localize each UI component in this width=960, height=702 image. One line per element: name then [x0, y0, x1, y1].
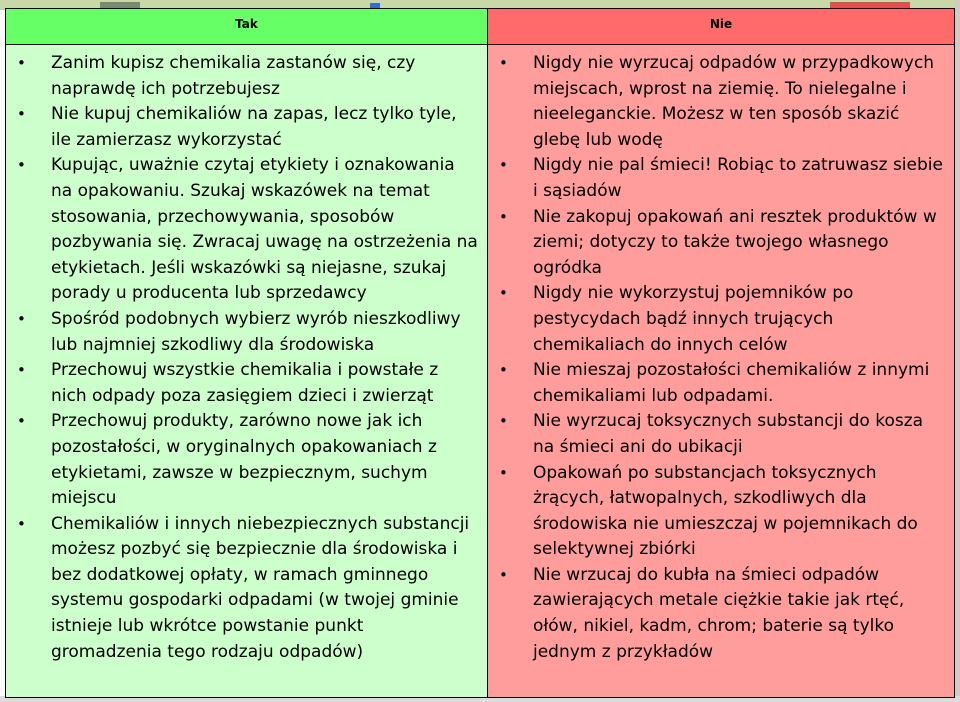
bullet-icon: •: [499, 207, 508, 226]
yes-item-text: Zanim kupisz chemikalia zastanów się, czy naprawdę ich potrzebujesz: [51, 53, 416, 99]
no-item-text: Nie wyrzucaj toksycznych substancji do kosza na śmieci ani do ubikacji: [533, 411, 924, 457]
no-item-text: Nie wrzucaj do kubła na śmieci odpadów zawierających metale ciężkie takie jak rtęć, ołów, nikiel, kadm, chrom; baterie są tylko jednym z przykładów: [533, 564, 905, 662]
no-item: [496, 409, 946, 460]
bullet-icon: •: [17, 361, 26, 380]
bullet-icon: •: [499, 54, 508, 72]
no-item: [496, 51, 946, 153]
no-item-text: Nigdy nie wykorzystuj pojemników po pestycydach bądź innych trujących chemikaliach do innych celów: [533, 283, 854, 355]
bullet-icon: •: [499, 361, 508, 380]
yes-item: [14, 153, 479, 307]
no-item: [496, 205, 946, 282]
no-item: [496, 563, 946, 665]
no-item: [496, 358, 946, 409]
yes-column: [6, 45, 488, 698]
no-item-text: Nie mieszaj pozostałości chemikaliów z innymi chemikaliami lub odpadami.: [533, 360, 930, 406]
do-dont-table: [5, 8, 955, 698]
yes-list: [14, 51, 479, 665]
yes-item: [14, 409, 479, 511]
no-item: [496, 281, 946, 358]
header-no: Nie: [488, 9, 955, 45]
no-item-text: Nigdy nie wyrzucaj odpadów w przypadkowych miejscach, wprost na ziemię. To nielegalne i nieeleganckie. Możesz w ten sposób skazić glebę lub wodę: [533, 53, 935, 150]
yes-item-text: Chemikaliów i innych niebezpiecznych substancji możesz pozbyć się bezpiecznie dla środowiska i bez dodatkowej opłaty, w ramach gminnego systemu gospodarki odpadami (w twojej gminie istnieje lub wkrótce powstanie punkt gromadzenia tego rodzaju odpadów): [51, 513, 470, 662]
no-list: [496, 51, 946, 665]
yes-item-text: Przechowuj wszystkie chemikalia i powstałe z nich odpady poza zasięgiem dzieci i zwierząt: [51, 360, 439, 406]
yes-item-text: Spośród podobnych wybierz wyrób nieszkodliwy lub najmniej szkodliwy dla środowiska: [51, 308, 461, 355]
header-yes: Tak: [6, 9, 488, 45]
bullet-icon: •: [499, 412, 508, 431]
yes-item: [14, 307, 479, 358]
bullet-icon: •: [499, 284, 508, 303]
no-item: [496, 153, 946, 204]
bullet-icon: •: [17, 105, 26, 124]
bullet-icon: •: [17, 54, 26, 72]
yes-item: [14, 512, 479, 666]
no-item-text: Nigdy nie pal śmieci! Robiąc to zatruwasz siebie i sąsiadów: [533, 155, 943, 201]
yes-item: [14, 358, 479, 409]
bullet-icon: •: [17, 412, 26, 431]
no-column: [488, 45, 955, 698]
yes-item: [14, 102, 479, 153]
no-item-text: Opakowań po substancjach toksycznych żrących, łatwopalnych, szkodliwych dla środowiska nie umieszczaj w pojemnikach do selektywnej zbiórki: [533, 462, 918, 560]
yes-item-text: Przechowuj produkty, zarówno nowe jak ich pozostałości, w oryginalnych opakowaniach z etykietami, zawsze w bezpiecznym, suchym miejscu: [51, 411, 437, 509]
bullet-icon: •: [17, 514, 26, 533]
bullet-icon: •: [499, 156, 508, 175]
yes-item-text: Kupując, uważnie czytaj etykiety i oznakowania na opakowaniu. Szukaj wskazówek na temat stosowania, przechowywania, sposobów pozbywania się. Zwracaj uwagę na ostrzeżenia na etykietach. Jeśli wskazówki są niejasne, szukaj porady u producenta lub sprzedawcy: [51, 155, 478, 304]
yes-item: [14, 51, 479, 102]
bullet-icon: •: [499, 565, 508, 584]
bullet-icon: •: [17, 309, 26, 328]
window-right-edge: [955, 0, 960, 702]
no-item: [496, 461, 946, 563]
bullet-icon: •: [17, 156, 26, 175]
bullet-icon: •: [499, 463, 508, 482]
yes-item-text: Nie kupuj chemikaliów na zapas, lecz tylko tyle, ile zamierzasz wykorzystać: [51, 104, 457, 150]
no-item-text: Nie zakopuj opakowań ani resztek produktów w ziemi; dotyczy to także twojego własnego ogródka: [533, 206, 937, 278]
